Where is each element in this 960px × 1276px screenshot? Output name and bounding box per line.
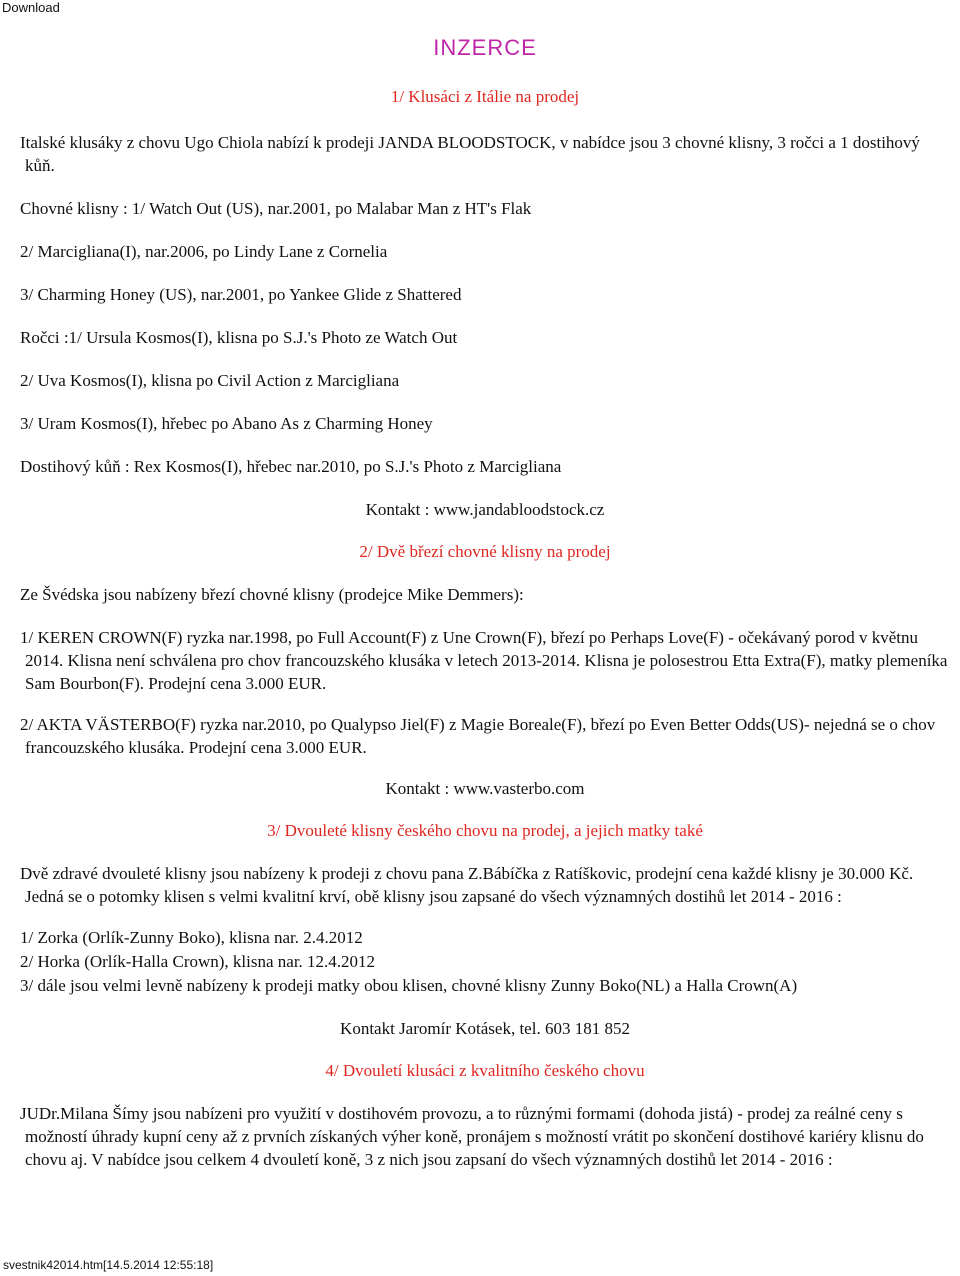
section-3-intro: Dvě zdravé dvouleté klisny jsou nabízeny k prodeji z chovu pana Z.Bábíčka z Ratíškovic, prodejní cena každé klisny je 30.000 Kč. Jedná se o potomky klisen s velmi kvalitní krví, obě klisny jsou zapsané do všech významných dostihů let 2014 - 2016 : — [20, 864, 914, 906]
section-2-contact: Kontakt : www.vasterbo.com — [385, 779, 585, 798]
list-item: 1/ Zorka (Orlík-Zunny Boko), klisna nar. 2.4.2012 — [20, 928, 363, 947]
section-3-heading: 3/ Dvouleté klisny českého chovu na prodej, a jejich matky také — [267, 821, 703, 840]
section-1-line: 2/ Marcigliana(I), nar.2006, po Lindy Lane z Cornelia — [20, 242, 388, 261]
section-1-intro: Italské klusáky z chovu Ugo Chiola nabízí k prodeji JANDA BLOODSTOCK, v nabídce jsou 3 chovné klisny, 3 ročci a 1 dostihový kůň. — [20, 133, 920, 175]
section-2-heading: 2/ Dvě březí chovné klisny na prodej — [359, 542, 611, 561]
section-1-line: Ročci :1/ Ursula Kosmos(I), klisna po S.J.'s Photo ze Watch Out — [20, 328, 458, 347]
section-1-heading: 1/ Klusáci z Itálie na prodej — [390, 87, 580, 106]
section-4-intro: JUDr.Milana Šímy jsou nabízeni pro využití v dostihovém provozu, a to různými formami (dohoda jistá) - prodej za reálné ceny s možností úhrady kupní ceny až z prvních získaných výher koně, pronájem s možností vrátit po skončení dostihové kariéry klisnu do chovu aj. V nabídce jsou celkem 4 dvouletí koně, 3 z nich jsou zapsaní do všech významných dostihů let 2014 - 2016 : — [20, 1104, 924, 1169]
section-1-line: 3/ Uram Kosmos(I), hřebec po Abano As z Charming Honey — [20, 414, 433, 433]
list-item: 2/ Horka (Orlík-Halla Crown), klisna nar. 12.4.2012 — [20, 952, 376, 971]
document-body — [20, 30, 950, 1171]
source-footer: svestnik42014.htm[14.5.2014 12:55:18] — [3, 1258, 214, 1272]
section-2-intro: Ze Švédska jsou nabízeny březí chovné klisny (prodejce Mike Demmers): — [20, 585, 524, 604]
page-title: INZERCE — [433, 35, 537, 60]
section-1-line: 3/ Charming Honey (US), nar.2001, po Yankee Glide z Shattered — [20, 285, 462, 304]
section-2-item-2: 2/ AKTA VÄSTERBO(F) ryzka nar.2010, po Qualypso Jiel(F) z Magie Boreale(F), březí po Even Better Odds(US)- nejedná se o chov francouzského klusáka. Prodejní cena 3.000 EUR. — [20, 715, 936, 757]
section-1-line: Chovné klisny : 1/ Watch Out (US), nar.2001, po Malabar Man z HT's Flak — [20, 199, 532, 218]
list-item: 3/ dále jsou velmi levně nabízeny k prodeji matky obou klisen, chovné klisny Zunny Boko(NL) a Halla Crown(A) — [20, 976, 798, 995]
download-link[interactable]: Download — [2, 0, 60, 15]
section-2-item-1: 1/ KEREN CROWN(F) ryzka nar.1998, po Full Account(F) z Une Crown(F), březí po Perhaps Love(F) - očekávaný porod v květnu 2014. Klisna není schválena pro chov francouzského klusáka v letech 2013-2014. Klisna je polosestrou Etta Extra(F), matky plemeníka Sam Bourbon(F). Prodejní cena 3.000 EUR. — [20, 628, 948, 693]
section-4-heading: 4/ Dvouletí klusáci z kvalitního českého chovu — [325, 1061, 645, 1080]
section-3-contact: Kontakt Jaromír Kotásek, tel. 603 181 852 — [340, 1019, 630, 1038]
section-1-line: 2/ Uva Kosmos(I), klisna po Civil Action z Marcigliana — [20, 371, 400, 390]
section-1-line: Dostihový kůň : Rex Kosmos(I), hřebec nar.2010, po S.J.'s Photo z Marcigliana — [20, 457, 562, 476]
section-3-list — [20, 926, 950, 998]
section-1-contact: Kontakt : www.jandabloodstock.cz — [365, 500, 605, 519]
